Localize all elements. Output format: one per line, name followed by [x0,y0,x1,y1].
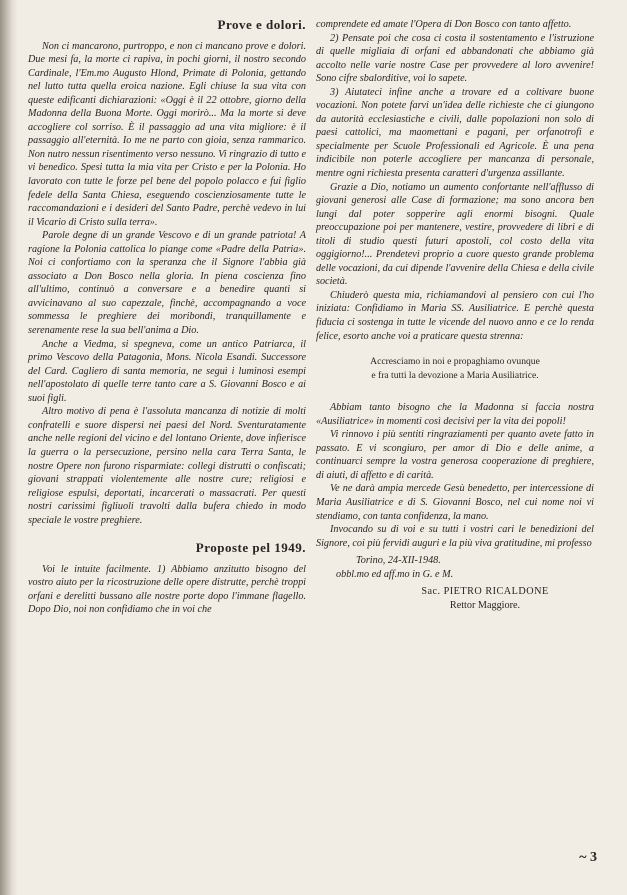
closing-line: obbl.mo ed aff.mo in G. e M. [336,568,454,580]
signature-name: Sac. PIETRO RICALDONE [421,586,549,598]
section-heading-prove: Prove e dolori. [217,17,306,32]
strenna-box [316,355,594,383]
paragraph: Chiuderò questa mia, richiamandovi al pensiero con cui l'ho iniziata: Confidiamo in Maria SS. Ausiliatrice. E perchè questa fiducia ci sostenga in tutte le vicende del nuovo anno e ce lo renda felice, esorto anche voi a praticare questa strenna: [316,289,594,342]
paragraph: comprendete ed amate l'Opera di Don Bosco con tanto affetto. [316,19,572,30]
page-number: ~ 3 [579,850,597,865]
binding-shadow [0,0,18,895]
paragraph: Ve ne darà ampia mercede Gesù benedetto, per intercessione di Maria Ausiliatrice e di S. Giovanni Bosco, nel cui nome noi vi stendiamo, con tanta confidenza, la mano. [316,483,594,522]
letter-date: Torino, 24-XII-1948. [356,555,441,567]
paragraph: Non ci mancarono, purtroppo, e non ci mancano prove e dolori. Due mesi fa, la morte ci rapiva, in pochi giorni, il nostro secondo Cardinale, l'Em.mo Augusto Hlond, Primate di Polonia, gettando nel lutto tutta quella eroica nazione. Egli chiuse la sua vita con queste edificanti dichiarazioni: «Oggi è il 22 ottobre, giorno della Madonna della Buona Morte. Oggi morirò... Ma la morte si deve accogliere col sorriso. È il passaggio ad una vita migliore: è il passaggio all'eternità. Io me ne parto con gioia, senza rammarico. Non nutro nessun risentimento verso nessuno. Vi ringrazio di tutto e vi benedico. Spesi tutta la mia vita per Cristo e per la Polonia. Ho lavorato con tutte le forze pel bene del popolo polacco e fui figlio fedele della Santa Chiesa, eseguendo coscienziosamente tutte le raccomandazioni e i desideri del Santo Padre, perchè vedevo in lui il Vicario di Cristo sulla terra». [28,40,306,228]
right-column [316,18,594,612]
paragraph: Grazie a Dio, notiamo un aumento confortante nell'afflusso di giovani generosi alle Case di formazione; ma sono ancora ben lungi dal poter sopperire agli enormi bisogni. Quale preoccupazione poi per mantenere, vestire, provvedere di libri e di titoli di studio questi futuri apostoli, col costo della vita oggigiorno!... Prendetevi proprio a cuore questo grande problema delle vocazioni, da cui dipende l'avvenire della Chiesa e della civile società. [316,181,594,288]
paragraph: Invocando su di voi e su tutti i vostri cari le benedizioni del Signore, coi più fervidi auguri e la più viva gratitudine, mi professo [316,524,594,549]
paragraph: Anche a Viedma, si spegneva, come un antico Patriarca, il primo Vescovo della Patagonia, Mons. Nicola Esandi. Successore del Card. Cagliero di santa memoria, ne seguì i luminosi esempi nell'apostolato di quelle terre tanto care a S. Giovanni Bosco e ai suoi figli. [28,338,306,404]
paragraph: 3) Aiutateci infine anche a trovare ed a coltivare buone vocazioni. Non potete farvi un'idea delle richieste che ci giungono da autorità ecclesiastiche e civili, dalle popolazioni non solo di paesi cattolici, ma maomettani e pagani, per orfanotrofi e specialmente per Scuole Professionali ed Agricole. È una pena indicibile non poterle accogliere per mancanza di personale, mentre ogni richiesta presenta caratteri d'urgenza assillante. [316,86,594,180]
strenna-line: e fra tutti la devozione a Maria Ausiliatrice. [371,370,539,382]
left-column [28,18,306,617]
paragraph: Vi rinnovo i più sentiti ringraziamenti per quanto avete fatto in passato. E vi scongiuro, per amor di Dio e delle anime, a continuarci sempre la vostra generosa cooperazione di preghiere, di aiuti, di affetto e di carità. [316,429,594,481]
strenna-line: Accresciamo in noi e propaghiamo ovunque [370,356,540,368]
section-heading-proposte: Proposte pel 1949. [195,540,306,556]
paragraph: Voi le intuite facilmente. 1) Abbiamo anzitutto bisogno del vostro aiuto per la ricostruzione delle opere distrutte, perchè troppi orfani e derelitti bussano alle nostre porte dopo l'immane flagello. Dopo Dio, noi non confidiamo che in voi che [28,563,306,616]
paragraph: Altro motivo di pena è l'assoluta mancanza di notizie di molti confratelli e suore dispersi nei paesi del Nord. Sventuratamente anche nelle regioni del vicino e del lontano Oriente, dove infierisce la guerra o la persecuzione, persino nella cara Terra Santa, le nostre Opere non furono risparmiate: collegi distrutti o confiscati; giovani strappati violentemente alle nostre cure; religiosi e religiose espulsi, deportati, incarcerati o massacrati. Per questi nostri carissimi figliuoli travolti dalla bufera chiedo in modo speciale le vostre preghiere. [28,406,306,526]
signature-role: Rettor Maggiore. [449,599,521,611]
paragraph: Parole degne di un grande Vescovo e di un grande patriota! A ragione la Polonia cattolica lo piange come «Padre della Patria». Noi ci confortiamo con la speranza che il Signore l'abbia già associato a Don Bosco nella gloria. In piena coscienza fino all'ultimo, continuò a conversare e a benedire quanti si avvicinavano al suo capezzale, finchè, accompagnando a voce sommessa le preghiere dei moribondi, tranquillamente e serenamente rese la sua bell'anima a Dio. [28,230,306,337]
paragraph: 2) Pensate poi che cosa ci costa il sostentamento e l'istruzione di quelle migliaia di orfani ed abbandonati che abbiamo già accolto nelle varie nostre Case per provvedere al loro avvenire! Sono cifre sbalorditive, voi lo sapete. [316,32,594,85]
paragraph: Abbiam tanto bisogno che la Madonna si faccia nostra «Ausiliatrice» in momenti così decisivi per la vita dei popoli! [316,402,594,427]
